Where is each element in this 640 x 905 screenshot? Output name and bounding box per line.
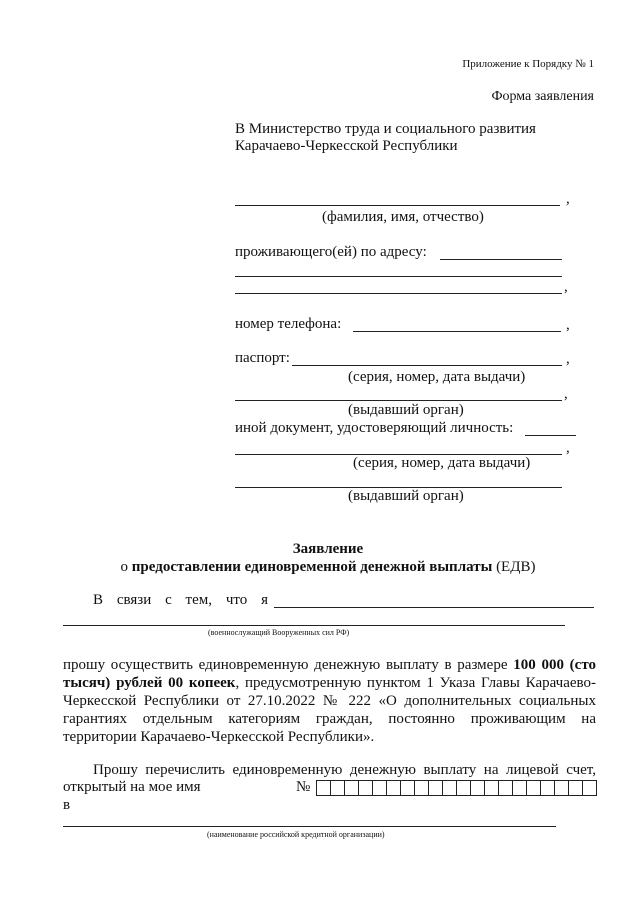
comma: ,: [564, 386, 568, 402]
issuer-caption: (выдавший орган): [348, 402, 464, 418]
account-digit-cell[interactable]: [471, 780, 485, 796]
comma: ,: [566, 440, 570, 456]
bank-field[interactable]: [63, 826, 556, 827]
account-digit-cell[interactable]: [359, 780, 373, 796]
fio-caption: (фамилия, имя, отчество): [322, 209, 484, 225]
statement-title: Заявление: [292, 541, 364, 557]
subtitle-prefix: о: [120, 559, 132, 575]
account-digit-cell[interactable]: [401, 780, 415, 796]
account-digit-cell[interactable]: [331, 780, 345, 796]
phone-field[interactable]: [353, 331, 561, 332]
other-doc-label: иной документ, удостоверяющий личность:: [235, 420, 514, 436]
passport-issuer-field[interactable]: [235, 400, 562, 401]
form-title: Форма заявления: [491, 89, 594, 104]
account-digit-cell[interactable]: [499, 780, 513, 796]
addressee-line-1: В Министерство труда и социального развития: [235, 121, 536, 137]
account-digit-cell[interactable]: [527, 780, 541, 796]
statement-subtitle: [0, 559, 640, 576]
address-field-3[interactable]: [235, 293, 562, 294]
serviceman-caption: (военнослужащий Вооруженных сил РФ): [208, 628, 350, 637]
serviceman-field-2[interactable]: [63, 625, 565, 626]
phone-label: номер телефона:: [235, 316, 342, 332]
account-digit-cell[interactable]: [457, 780, 471, 796]
address-field-2[interactable]: [235, 276, 562, 277]
amount-text: 100 000 (сто тысяч) рублей 00 копеек: [63, 657, 596, 691]
in-label: в: [63, 797, 71, 813]
account-digit-cell[interactable]: [415, 780, 429, 796]
comma: ,: [566, 317, 570, 333]
passport-caption: (серия, номер, дата выдачи): [348, 369, 526, 385]
transfer-line-1: Прошу перечислить единовременную денежную выплату на лицевой счет,: [93, 762, 596, 778]
appendix-note: Приложение к Порядку № 1: [462, 58, 594, 70]
intro-text: В связи с тем, что я: [93, 592, 268, 608]
account-digit-cell[interactable]: [555, 780, 569, 796]
account-digit-cell[interactable]: [316, 780, 331, 796]
fio-field[interactable]: [235, 205, 560, 206]
addressee-line-2: Карачаево-Черкесской Республики: [235, 138, 458, 154]
comma: ,: [564, 279, 568, 295]
account-number-cells[interactable]: [316, 780, 597, 796]
serviceman-field[interactable]: [274, 607, 594, 608]
account-digit-cell[interactable]: [387, 780, 401, 796]
address-label: проживающего(ей) по адресу:: [235, 244, 427, 260]
account-digit-cell[interactable]: [485, 780, 499, 796]
bank-caption: (наименование российской кредитной организации): [207, 830, 385, 839]
other-doc-caption: (серия, номер, дата выдачи): [353, 455, 531, 471]
subtitle-suffix: (ЕДВ): [492, 559, 536, 575]
request-start: прошу осуществить единовременную денежную выплату в размере: [63, 657, 514, 673]
transfer-line-2: открытый на мое имя: [63, 779, 201, 795]
request-paragraph: [63, 656, 596, 746]
other-issuer-caption: (выдавший орган): [348, 488, 464, 504]
comma: ,: [566, 351, 570, 367]
comma: ,: [566, 191, 570, 207]
account-digit-cell[interactable]: [513, 780, 527, 796]
account-digit-cell[interactable]: [373, 780, 387, 796]
passport-label: паспорт:: [235, 350, 290, 366]
passport-field[interactable]: [292, 365, 562, 366]
account-digit-cell[interactable]: [429, 780, 443, 796]
account-digit-cell[interactable]: [443, 780, 457, 796]
account-digit-cell[interactable]: [569, 780, 583, 796]
account-digit-cell[interactable]: [345, 780, 359, 796]
address-field-1[interactable]: [440, 259, 562, 260]
number-sign: №: [296, 779, 311, 795]
request-rest: , предусмотренную пунктом 1 Указа Главы Карачаево-Черкесской Республики от 27.10.2022 № 222 «О дополнительных социальных гарантиях отдельным категориям граждан, постоянно проживающим на территории Карачаево-Черкесской Республики».: [63, 675, 596, 745]
account-digit-cell[interactable]: [541, 780, 555, 796]
account-digit-cell[interactable]: [583, 780, 597, 796]
subtitle-bold: предоставлении единовременной денежной выплаты: [131, 559, 493, 575]
other-doc-field-1[interactable]: [525, 435, 576, 436]
